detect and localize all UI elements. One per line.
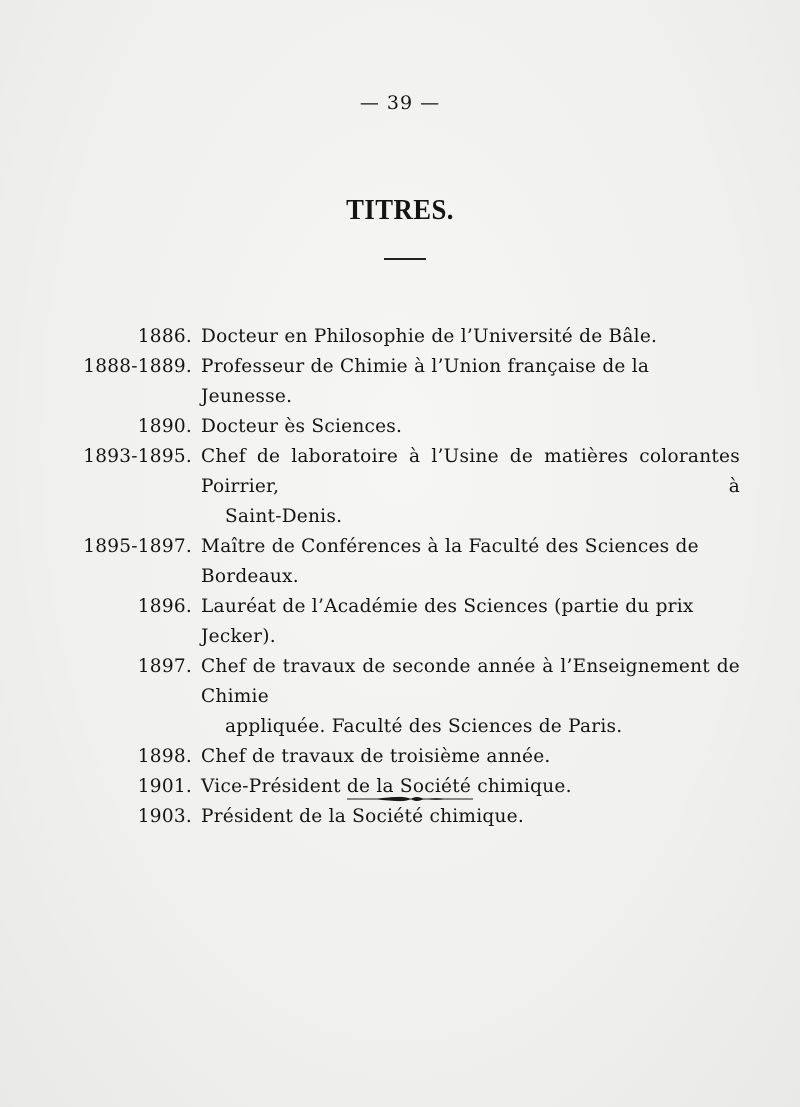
entry-date	[0, 742, 192, 772]
entry-date	[0, 532, 192, 592]
decorative-rule-ornament-icon	[345, 789, 475, 809]
entry-description-line: Vice-Président de la Société chimique.	[201, 776, 572, 797]
list-item	[0, 532, 800, 592]
entry-description	[192, 322, 800, 352]
entry-date	[0, 322, 192, 352]
entry-date	[0, 412, 192, 442]
entry-date-text: 1886.	[137, 326, 192, 347]
entry-date-text: 1895-1897.	[83, 536, 192, 557]
list-item	[0, 412, 800, 442]
entry-description	[192, 352, 800, 412]
entry-date	[0, 772, 192, 802]
entry-date-text: 1893-1895.	[83, 446, 192, 467]
page-number: — 39 —	[359, 92, 441, 114]
entry-date-text: 1896.	[137, 596, 192, 617]
entry-date-text: 1888-1889.	[83, 356, 192, 377]
entry-description	[192, 652, 800, 742]
entry-date-text: 1897.	[137, 656, 192, 677]
entry-description-line: Docteur en Philosophie de l’Université de Bâle.	[201, 326, 658, 347]
list-item	[0, 652, 800, 742]
entry-description	[192, 772, 800, 802]
entry-description-line: Lauréat de l’Académie des Sciences (partie du prix Jecker).	[201, 596, 694, 647]
entry-description-line: Professeur de Chimie à l’Union française de la Jeunesse.	[201, 356, 650, 407]
entry-description	[192, 592, 800, 652]
list-item	[0, 742, 800, 772]
entry-description-line: Chef de laboratoire à l’Usine de matières colorantes Poirrier, à	[201, 446, 740, 497]
title-underline-divider	[384, 258, 426, 260]
entry-date-text: 1903.	[137, 806, 192, 827]
list-item	[0, 592, 800, 652]
entry-date	[0, 442, 192, 532]
entry-date	[0, 802, 192, 832]
titles-list	[0, 322, 800, 832]
entry-date-text: 1901.	[137, 776, 192, 797]
entry-description	[192, 532, 800, 592]
list-item	[0, 442, 800, 532]
entry-date	[0, 652, 192, 742]
entry-date-text: 1898.	[137, 746, 192, 767]
entry-description-line: Chef de travaux de troisième année.	[201, 746, 551, 767]
list-item	[0, 352, 800, 412]
entry-description	[192, 802, 800, 832]
entry-description-line: Chef de travaux de seconde année à l’Enseignement de Chimie	[201, 656, 740, 707]
entry-description	[192, 412, 800, 442]
entry-description	[192, 742, 800, 772]
entry-description-line: appliquée. Faculté des Sciences de Paris.	[225, 716, 623, 737]
entry-description-line: Président de la Société chimique.	[201, 806, 524, 827]
entry-description-line: Docteur ès Sciences.	[201, 416, 403, 437]
page-title: TITRES.	[346, 194, 454, 226]
entry-description	[192, 442, 800, 532]
entry-description-line: Maître de Conférences à la Faculté des Sciences de Bordeaux.	[201, 536, 699, 587]
entry-date	[0, 592, 192, 652]
entry-date	[0, 352, 192, 412]
entry-date-text: 1890.	[137, 416, 192, 437]
list-item	[0, 322, 800, 352]
entry-description-line: Saint-Denis.	[225, 506, 343, 527]
